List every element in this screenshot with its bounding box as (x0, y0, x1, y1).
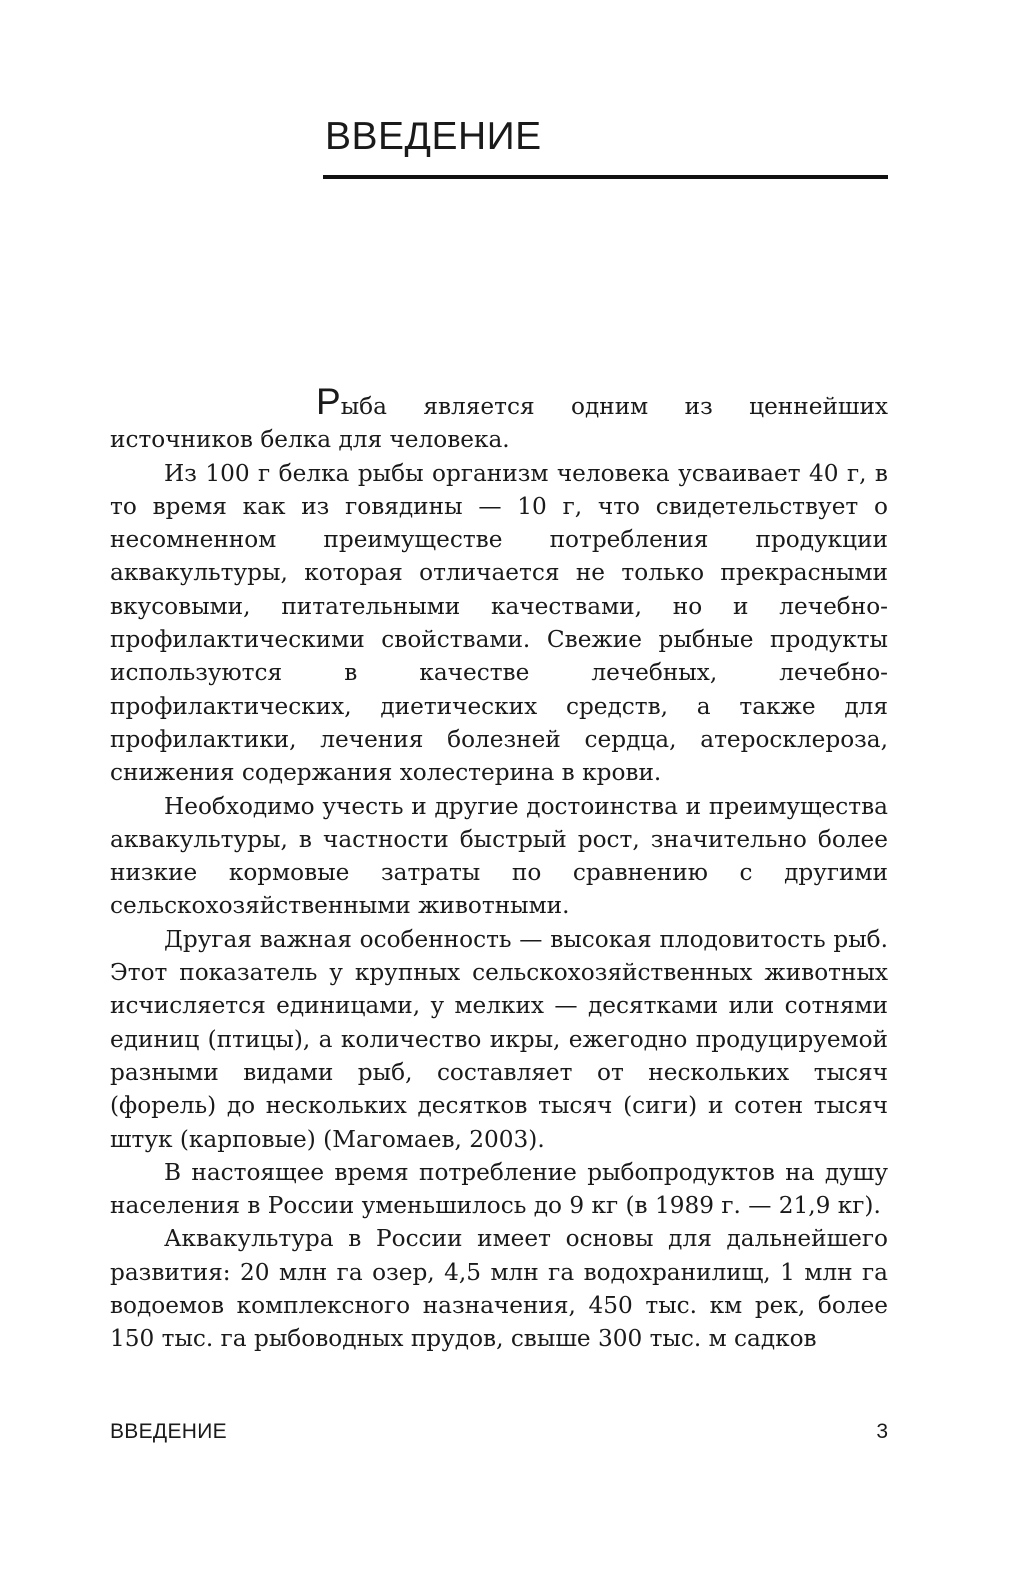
running-footer-title: ВВЕДЕНИЕ (110, 1420, 227, 1443)
chapter-title: ВВЕДЕНИЕ (325, 115, 542, 158)
page-number: 3 (876, 1420, 888, 1443)
body-text (110, 381, 888, 1356)
paragraph: Из 100 г белка рыбы организм человека усваивает 40 г, в то время как из говядины — 10 г, что свидетельствует о несомненном преимуществе потребления продукции аквакультуры, которая отличается не только прекрасными вкусовыми, питательными качествами, но и лечебно-профилактическими свойствами. Свежие рыбные продукты используются в качестве лечебных, лечебно-профилактических, диетических средств, а также для профилактики, лечения болезней сердца, атеросклероза, снижения содержания холестерина в крови. (110, 459, 888, 787)
drop-cap-letter: Р (316, 381, 341, 422)
paragraph: Другая важная особенность — высокая плодовитость рыб. Этот показатель у крупных сельскохозяйственных животных исчисляется единицами, у мелких — десятками или сотнями единиц (птицы), а количество икры, ежегодно продуцируемой разными видами рыб, составляет от нескольких тысяч (форель) до нескольких десятков тысяч (сиги) и сотен тысяч штук (карповые) (Магомаев, 2003). (110, 925, 888, 1153)
lead-paragraph-text: ыба является одним из ценнейших источников белка для человека. (110, 393, 888, 454)
paragraph: Аквакультура в России имеет основы для дальнейшего развития: 20 млн га озер, 4,5 млн га водохранилищ, 1 млн га водоемов комплексного назначения, 450 тыс. км рек, более 150 тыс. га рыбоводных прудов, свыше 300 тыс. м садков (110, 1225, 888, 1353)
title-underline (323, 175, 888, 179)
paragraph: В настоящее время потребление рыбопродуктов на душу населения в России уменьшилось до 9 кг (в 1989 г. — 21,9 кг). (110, 1158, 888, 1220)
paragraph-lead (110, 381, 888, 457)
paragraph: Необходимо учесть и другие достоинства и преимущества аквакультуры, в частности быстрый рост, значительно более низкие кормовые затраты по сравнению с другими сельскохозяйственными животными. (110, 792, 888, 920)
